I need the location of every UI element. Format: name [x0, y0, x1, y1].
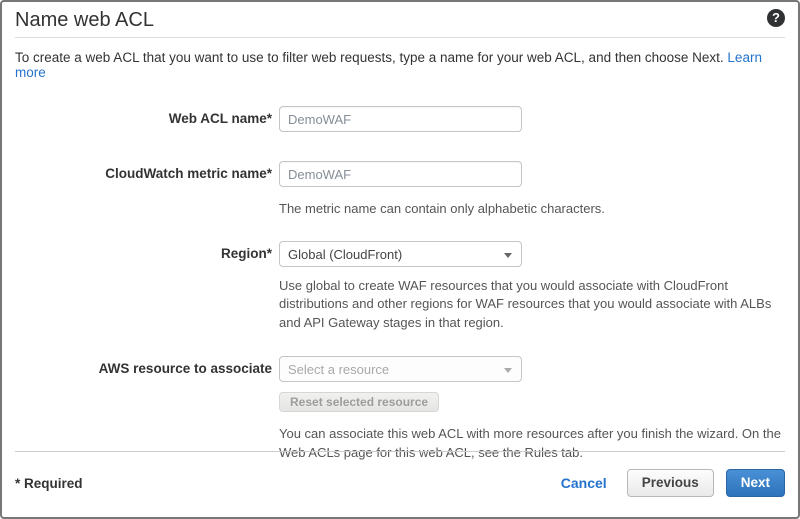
previous-button[interactable]: Previous — [627, 469, 714, 497]
required-note: * Required — [15, 475, 83, 491]
resource-row — [2, 356, 798, 462]
resource-help: You can associate this web ACL with more resources after you finish the wizard. On the Web ACLs page for this web ACL, see the Rules tab. — [279, 426, 781, 460]
help-icon[interactable]: ? — [767, 9, 785, 27]
region-row — [2, 241, 798, 333]
chevron-down-icon — [504, 368, 512, 373]
web-acl-form — [2, 106, 798, 462]
resource-select[interactable] — [279, 356, 522, 382]
cancel-link[interactable]: Cancel — [560, 475, 607, 491]
web-acl-name-input[interactable] — [279, 106, 522, 132]
intro-sentence: To create a web ACL that you want to use to filter web requests, type a name for your web ACL, and then choose Next. — [15, 50, 724, 65]
region-selected-value: Global (CloudFront) — [288, 246, 403, 262]
web-acl-name-label: Web ACL name* — [168, 111, 272, 126]
metric-name-help: The metric name can contain only alphabetic characters. — [279, 201, 605, 216]
region-select[interactable] — [279, 241, 522, 267]
metric-name-row — [2, 161, 798, 219]
wizard-footer — [2, 451, 798, 517]
learn-more-link[interactable]: Learn more — [15, 50, 762, 80]
web-acl-name-row — [2, 106, 798, 132]
resource-label: AWS resource to associate — [98, 361, 272, 376]
next-button[interactable]: Next — [726, 469, 785, 497]
reset-resource-button[interactable]: Reset selected resource — [279, 392, 439, 412]
intro-text — [15, 50, 785, 80]
page-title: Name web ACL — [15, 9, 154, 31]
region-label: Region* — [220, 245, 272, 261]
resource-placeholder: Select a resource — [288, 362, 390, 377]
title-divider — [15, 37, 785, 38]
chevron-down-icon — [504, 253, 512, 258]
metric-name-input[interactable] — [279, 161, 522, 187]
metric-name-label: CloudWatch metric name* — [105, 166, 272, 181]
region-help: Use global to create WAF resources that you would associate with CloudFront distributions and other regions for WAF resources that you would associate with ALBs and API Gateway stages in that region. — [279, 277, 772, 330]
panel-header — [2, 2, 798, 33]
